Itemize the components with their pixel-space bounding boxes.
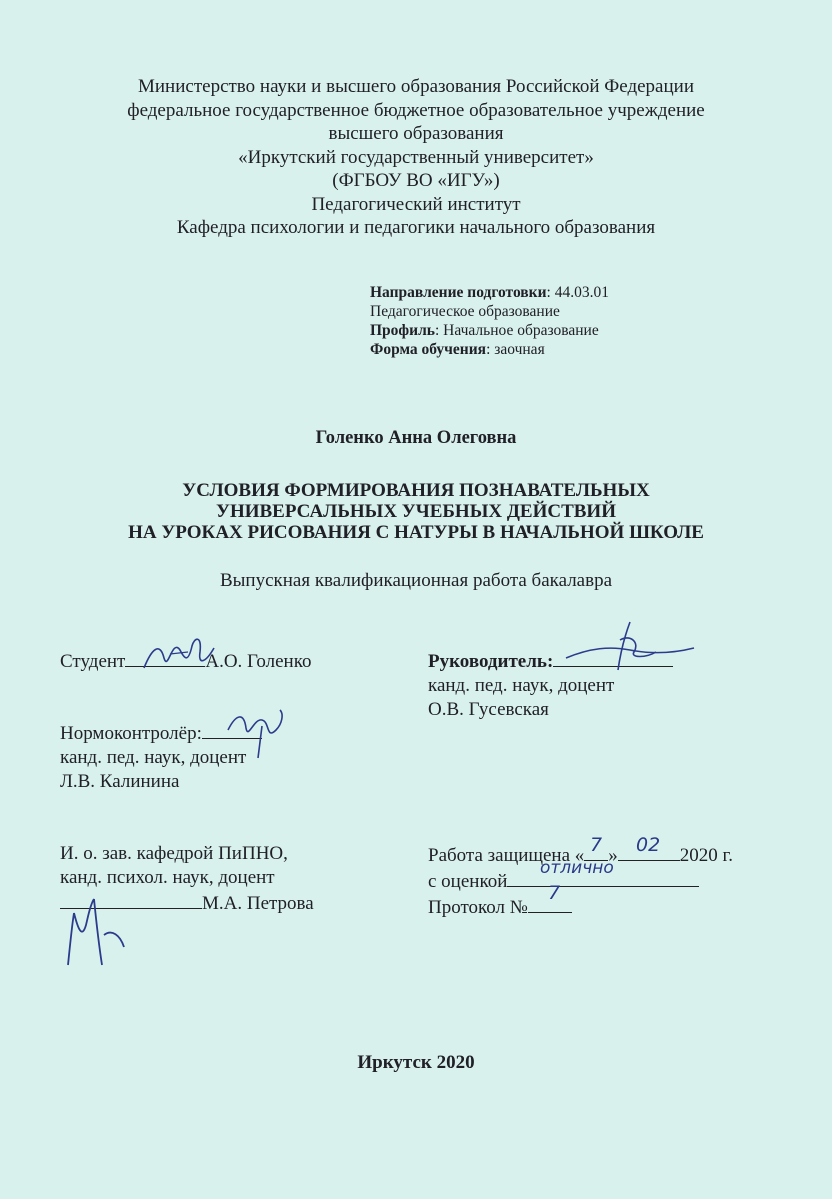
normcontrol-name: Л.В. Калинина — [60, 771, 180, 792]
thesis-title — [0, 480, 832, 543]
defense-prefix: Работа защищена « — [428, 845, 585, 866]
title-line-1: УСЛОВИЯ ФОРМИРОВАНИЯ ПОЗНАВАТЕЛЬНЫХ — [182, 480, 650, 501]
normcontrol-degree: канд. пед. наук, доцент — [60, 747, 247, 768]
education-level-line: высшего образования — [328, 123, 504, 144]
study-info — [370, 283, 609, 359]
institution-header — [0, 75, 832, 240]
defense-block — [428, 842, 733, 920]
department-name: Кафедра психологии и педагогики начального образования — [176, 217, 656, 238]
university-abbr: (ФГБОУ ВО «ИГУ») — [332, 170, 500, 191]
supervisor-signature — [560, 618, 700, 674]
title-line-2: УНИВЕРСАЛЬНЫХ УЧЕБНЫХ ДЕЙСТВИЙ — [216, 501, 616, 522]
thesis-type: Выпускная квалификационная работа бакалавра — [219, 570, 613, 591]
ministry-line: Министерство науки и высшего образования Российской Федерации — [138, 76, 694, 97]
supervisor-name: О.В. Гусевская — [428, 699, 549, 720]
title-line-3: НА УРОКАХ РИСОВАНИЯ С НАТУРЫ В НАЧАЛЬНОЙ ШКОЛЕ — [128, 522, 704, 543]
direction-name: Педагогическое образование — [370, 303, 560, 320]
institution-type-line: федеральное государственное бюджетное образовательное учреждение — [127, 99, 705, 121]
protocol-number: 7 — [548, 882, 561, 904]
defense-day: 7 — [590, 834, 603, 856]
grade-label: с оценкой — [428, 871, 508, 892]
head-degree: канд. психол. наук, доцент — [60, 867, 275, 888]
defense-grade: отлично — [540, 858, 614, 878]
city-year: Иркутск 2020 — [357, 1052, 475, 1073]
supervisor-label: Руководитель: — [428, 651, 554, 672]
defense-year: 2020 г. — [679, 845, 733, 866]
author-name: Голенко Анна Олеговна — [315, 428, 517, 448]
institute-name: Педагогический институт — [311, 193, 521, 215]
head-signature — [60, 895, 140, 975]
normcontrol-label: Нормоконтролёр: — [60, 723, 202, 744]
head-name: М.А. Петрова — [202, 893, 314, 914]
head-title: И. о. зав. кафедрой ПиПНО, — [60, 843, 288, 864]
normcontrol-signature — [222, 700, 292, 760]
study-form-value: : заочная — [486, 341, 545, 358]
direction-code: : 44.03.01 — [546, 284, 609, 301]
student-signature — [140, 628, 220, 676]
profile-label: Профиль — [370, 322, 435, 339]
supervisor-degree: канд. пед. наук, доцент — [428, 675, 615, 696]
defense-month: 02 — [636, 834, 661, 856]
direction-label: Направление подготовки — [370, 284, 547, 301]
university-name: «Иркутский государственный университет» — [238, 146, 594, 168]
study-form-label: Форма обучения — [370, 341, 487, 358]
profile-value: : Начальное образование — [434, 322, 599, 339]
student-label: Студент — [60, 651, 126, 672]
student-name: А.О. Голенко — [205, 651, 312, 672]
protocol-label: Протокол № — [428, 897, 528, 918]
defense-mid: » — [608, 845, 618, 866]
